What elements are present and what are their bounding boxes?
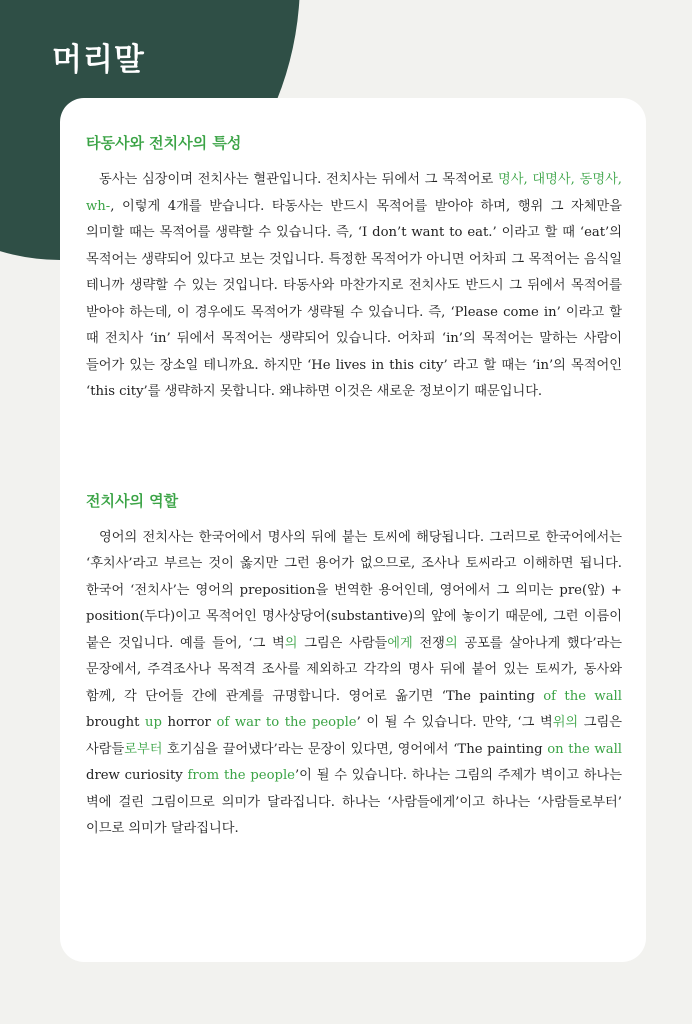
section-title: 타동사와 전치사의 특성	[86, 134, 242, 152]
highlighted-text: 명사, 대명사, 동명사, wh-	[86, 172, 622, 214]
body-text: drew curiosity	[86, 768, 188, 783]
highlighted-text: 에게	[387, 635, 413, 651]
highlighted-text: 로부터	[124, 741, 163, 757]
content-card	[60, 98, 646, 962]
highlighted-text: of the wall	[543, 688, 622, 704]
body-text: brought	[86, 715, 146, 730]
body-text: , 이렇게 4개를 받습니다. 타동사는 반드시 목적어를 받아야 하며, 행위 그 자체만을 의미할 때는 목적어를 생략할 수 있습니다. 즉, ‘I don’t want to eat.’ 이라고 할 때 ‘eat’의 목적어는 생략되어 있다고 보는 것입니다. 특정한 목적어가 아니면 어차피 그 목적어는 음식일 테니까 생략할 수 있는 것입니다. 타동사와 마찬가지로 전치사도 반드시 그 뒤에서 목적어를 받아야 하는데, 이 경우에도 목적어가 생략될 수 있습니다. 즉, ‘Please come in’ 이라고 할 때 전치사 ‘in’ 뒤에서 목적어는 생략되어 있습니다. 어차피 ‘in’의 목적어는 말하는 사람이 들어가 있는 장소일 테니까요. 하지만 ‘He lives in this city’ 라고 할 때는 ‘in’의 목적어인 ‘this city’를 생략하지 못합니다. 왜냐하면 이것은 새로운 정보이기 때문입니다.	[86, 198, 622, 399]
body-text: 그림은 사람들	[297, 635, 388, 651]
page-title: 머리말	[52, 42, 145, 78]
highlighted-text: 위의	[552, 715, 579, 730]
body-text: 동사는 심장이며 전치사는 혈관입니다. 전치사는 뒤에서 그 목적어로	[99, 172, 498, 187]
body-text: ’ 이 될 수 있습니다. 만약, ‘그 벽	[356, 715, 553, 730]
highlighted-text: 의	[284, 635, 298, 651]
section-paragraph	[86, 167, 622, 406]
body-text: 공포를 살아나게 했다’라는 문장에서, 주격조사나 목적격 조사를 제외하고 각각의 명사 뒤에 붙어 있는 토씨가, 동사와 함께, 각 단어들 간에 관계를 규명합니다. 영어로 옮기면 ‘The painting	[86, 635, 623, 704]
section-transitive-verbs	[86, 132, 622, 406]
body-text: 그림은 사람들	[86, 715, 622, 757]
highlighted-text: from the people	[187, 768, 295, 783]
section-preposition-role	[86, 490, 622, 843]
section-title: 전치사의 역할	[86, 491, 179, 510]
body-text: 전쟁	[412, 635, 445, 651]
highlighted-text: of war to the people	[216, 715, 357, 730]
body-text: horror	[161, 715, 217, 730]
body-text: 영어의 전치사는 한국어에서 명사의 뒤에 붙는 토씨에 해당됩니다. 그러므로 한국어에서는 ‘후치사’라고 부르는 것이 옳지만 그런 용어가 없으므로, 조사나 토씨라고 이해하면 됩니다. 한국어 ‘전치사’는 영어의 preposition을 번역한 용어인데, 영어에서 그 의미는 pre(앞) + position(두다)이고 목적어인 명사상당어(substantive)의 앞에 놓이기 때문에, 그런 이름이 붙은 것입니다. 예를 들어, ‘그 벽	[86, 529, 622, 651]
body-text: 호기심을 끌어냈다’라는 문장이 있다면, 영어에서 ‘The painting	[162, 741, 548, 757]
highlighted-text: up	[145, 715, 162, 730]
highlighted-text: on the wall	[547, 741, 623, 757]
highlighted-text: 의	[444, 635, 458, 651]
section-paragraph	[86, 525, 622, 843]
body-text: ’이 될 수 있습니다. 하나는 그림의 주제가 벽이고 하나는 벽에 걸린 그림이므로 의미가 달라집니다. 하나는 ‘사람들에게’이고 하나는 ‘사람들로부터’ 이므로 의미가 달라집니다.	[86, 768, 622, 836]
